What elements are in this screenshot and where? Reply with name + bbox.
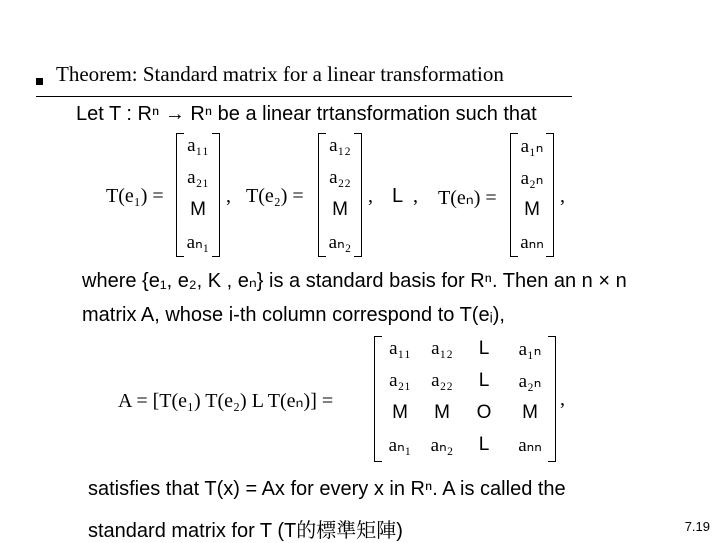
matrix-cell: O: [476, 402, 492, 423]
matrix-a-lhs: A = [T(e₁) T(e₂) L T(eₙ)] =: [118, 390, 334, 412]
matrix-a: [374, 336, 556, 462]
vec2-entry: M: [332, 199, 348, 220]
matrix-cell: a₂₁: [389, 370, 411, 391]
matrix-cell: aₙ₂: [430, 435, 454, 456]
theorem-heading: Theorem: Standard matrix for a linear transformation: [56, 62, 504, 86]
eqn-lhs: T(eₙ) =: [438, 187, 497, 209]
vec2-entry: a₂₂: [329, 167, 351, 188]
vec1-entry: a₁₁: [187, 135, 209, 156]
vecn-entry: aₙₙ: [520, 232, 544, 253]
conclusion-line-2: standard matrix for T (T的標準矩陣): [88, 520, 403, 542]
eq-separator: ,: [560, 388, 565, 410]
conclusion-line-1: satisfies that T(x) = Ax for every x in Rⁿ. A is called the: [88, 478, 566, 500]
vec2-entry: a₁₂: [329, 135, 351, 156]
eq-separator: ,: [368, 185, 373, 207]
column-vector-1: [176, 133, 220, 257]
ellipsis: L: [392, 185, 404, 207]
matrix-cell: aₙₙ: [518, 435, 542, 456]
matrix-cell: a₁₂: [431, 338, 453, 359]
vec2-entry: aₙ₂: [328, 232, 352, 253]
heading-rule: [36, 96, 572, 97]
eq2-lhs: T(e₂) =: [246, 185, 304, 207]
eq-separator: ,: [413, 185, 418, 207]
vec1-entry: a₂₁: [187, 167, 209, 188]
matrix-cell: a₂₂: [431, 370, 453, 391]
matrix-cell: a₁₁: [389, 338, 411, 359]
matrix-cell: aₙ₁: [388, 435, 412, 456]
matrix-cell: M: [522, 402, 538, 423]
column-vector-n: [510, 133, 554, 257]
matrix-cell: M: [434, 402, 450, 423]
eq-separator: ,: [560, 185, 565, 207]
column-line: matrix A, whose i-th column correspond to T(eᵢ),: [82, 304, 505, 326]
matrix-cell: L: [478, 338, 490, 359]
vecn-entry: M: [524, 199, 540, 220]
page-number: 7.19: [684, 519, 710, 534]
eq-separator: ,: [226, 185, 231, 207]
matrix-cell: a₁ₙ: [518, 339, 542, 360]
vecn-entry: a₂ₙ: [520, 168, 544, 189]
intro-line: Let T : Rⁿ → Rⁿ be a linear trtansformation such that: [76, 103, 537, 125]
matrix-cell: L: [478, 434, 490, 455]
vecn-entry: a₁ₙ: [520, 136, 544, 157]
eq1-lhs: T(e₁) =: [106, 185, 164, 207]
basis-line: where {e₁, e₂, K , eₙ} is a standard basis for Rⁿ. Then an n × n: [82, 270, 627, 292]
matrix-cell: a₂ₙ: [518, 371, 542, 392]
vec1-entry: M: [190, 199, 206, 220]
matrix-cell: M: [392, 402, 408, 423]
bullet-marker: [36, 78, 43, 85]
column-vector-2: [318, 133, 362, 257]
matrix-cell: L: [478, 370, 490, 391]
vec1-entry: aₙ₁: [186, 232, 210, 253]
